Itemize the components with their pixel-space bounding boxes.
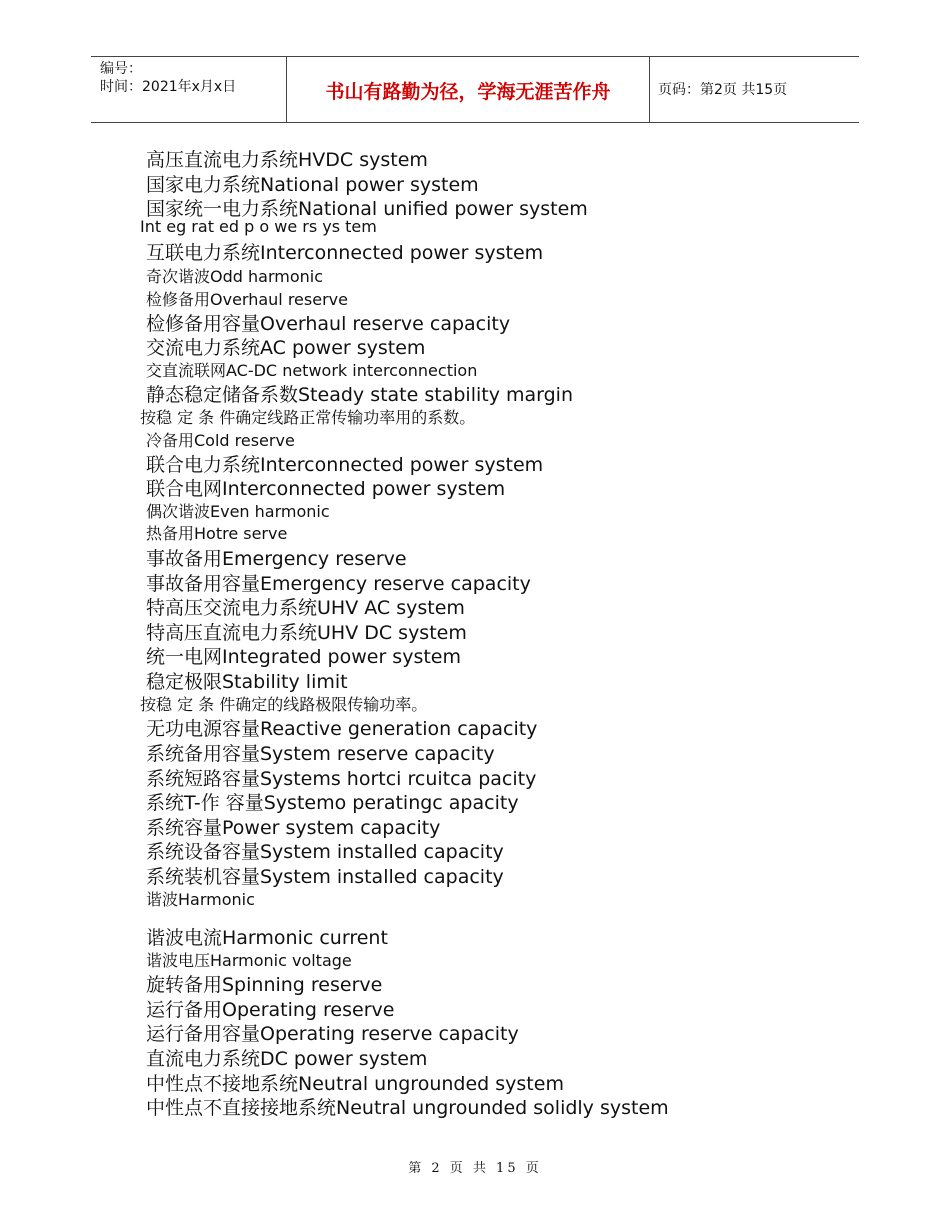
glossary-entry: 特高压直流电力系统UHV DC system	[146, 622, 467, 644]
header-top-border	[91, 56, 859, 57]
glossary-entry: 系统短路容量Systems hortci rcuitca pacity	[146, 768, 537, 790]
glossary-entry: 按稳 定 条 件确定线路正常传输功率用的系数。	[140, 408, 476, 427]
header-page-info: 页码：第2页 共15页	[658, 82, 788, 98]
glossary-entry: 系统装机容量System installed capacity	[146, 866, 504, 888]
glossary-entry: 谐波电压Harmonic voltage	[146, 951, 352, 970]
glossary-entry: 冷备用Cold reserve	[146, 431, 295, 450]
glossary-entry: 国家统一电力系统National unified power system	[146, 198, 588, 220]
glossary-entry: 直流电力系统DC power system	[146, 1048, 428, 1070]
glossary-entry: 热备用Hotre serve	[146, 524, 288, 543]
glossary-entry: 事故备用容量Emergency reserve capacity	[146, 573, 531, 595]
header-motto: 书山有路勤为径，学海无涯苦作舟	[325, 81, 611, 103]
glossary-entry: 谐波Harmonic	[146, 890, 255, 909]
page-footer: 第 2 页 共 15 页	[408, 1161, 542, 1176]
glossary-entry: 运行备用Operating reserve	[146, 999, 395, 1021]
header-bottom-border	[91, 122, 859, 123]
header-divider-right	[649, 57, 650, 122]
glossary-entry: 稳定极限Stability limit	[146, 671, 348, 693]
glossary-entry: 检修备用Overhaul reserve	[146, 290, 348, 309]
glossary-entry: 静态稳定储备系数Steady state stability margin	[146, 384, 573, 406]
glossary-entry: 无功电源容量Reactive generation capacity	[146, 718, 538, 740]
glossary-entry: 联合电力系统Interconnected power system	[146, 454, 544, 476]
glossary-entry: 联合电网Interconnected power system	[146, 478, 506, 500]
glossary-entry: 系统T-作 容量Systemo peratingc apacity	[146, 792, 519, 814]
glossary-entry: 检修备用容量Overhaul reserve capacity	[146, 313, 511, 335]
glossary-entry: 事故备用Emergency reserve	[146, 548, 407, 570]
document-code-label: 编号：	[100, 61, 142, 77]
glossary-entry: 按稳 定 条 件确定的线路极限传输功率。	[140, 695, 428, 714]
glossary-entry: 系统容量Power system capacity	[146, 817, 441, 839]
glossary-entry: 交流电力系统AC power system	[146, 337, 426, 359]
glossary-entry: 系统设备容量System installed capacity	[146, 841, 504, 863]
glossary-entry: 互联电力系统Interconnected power system	[146, 242, 544, 264]
glossary-entry: 旋转备用Spinning reserve	[146, 974, 383, 996]
glossary-entry: 中性点不接地系统Neutral ungrounded system	[146, 1073, 564, 1095]
glossary-entry: 特高压交流电力系统UHV AC system	[146, 597, 465, 619]
glossary-entry: 高压直流电力系统HVDC system	[146, 149, 428, 171]
glossary-entry: 系统备用容量System reserve capacity	[146, 743, 495, 765]
document-time-label: 时间：2021年x月x日	[100, 79, 237, 95]
glossary-entry: 交直流联网AC-DC network interconnection	[146, 361, 478, 380]
glossary-entry: 运行备用容量Operating reserve capacity	[146, 1023, 519, 1045]
glossary-entry: 奇次谐波Odd harmonic	[146, 267, 323, 286]
glossary-entry: 国家电力系统National power system	[146, 174, 479, 196]
glossary-entry: 偶次谐波Even harmonic	[146, 502, 330, 521]
glossary-entry: 谐波电流Harmonic current	[146, 927, 388, 949]
glossary-entry: 统一电网Integrated power system	[146, 646, 461, 668]
glossary-entry: 中性点不直接接地系统Neutral ungrounded solidly system	[146, 1097, 669, 1119]
glossary-entry: Int eg rat ed p o we rs ys tem	[140, 217, 377, 236]
